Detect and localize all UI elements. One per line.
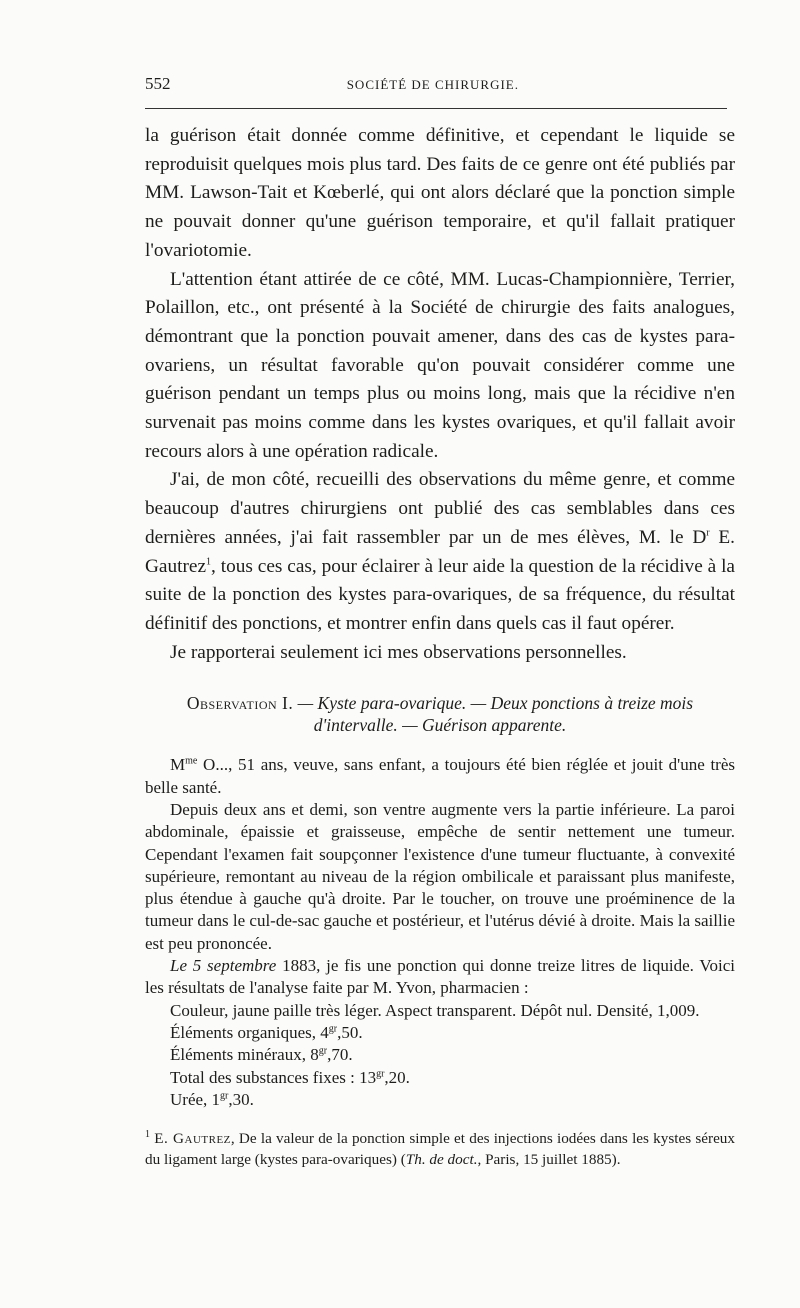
gautrez-name: E. Gautrez bbox=[145, 526, 735, 577]
paragraph-2: L'attention étant attirée de ce côté, MM. Lucas-Championnière, Terrier, Polaillon, etc., ont présenté à la Société de chirurgie des faits analogues, démontrant que la ponction pouvait amener, dans des cas de kystes para-ovariens, un résultat favorable qu'on pouvait considérer comme une guérison pendant un temps plus ou moins long, mais que la récidive n'en survenait pas moins comme dans les kystes ovariques, et qu'il fallait avoir recours alors à une opération radicale. bbox=[145, 268, 735, 462]
paragraph-3 bbox=[145, 466, 735, 638]
paragraph-3-start: J'ai, de mon côté, recueilli des observations du même genre, et comme beaucoup d'autres chirurgiens ont publié des cas semblables dans ces dernières années, j'ai fait rassembler par un de mes élèves, M. le D bbox=[145, 469, 735, 548]
case-puncture bbox=[145, 955, 735, 1000]
case-intro bbox=[145, 754, 735, 799]
liquid-appearance: Couleur, jaune paille très léger. Aspect transparent. Dépôt nul. Densité, 1,009. bbox=[170, 1000, 700, 1020]
analysis-item: Total des substances fixes : $13^{gr},20$. bbox=[170, 1067, 410, 1087]
observation-title: — Kyste para-ovarique. — Deux ponctions à treize mois d'intervalle. — Guérison apparente. bbox=[297, 693, 694, 736]
puncture-date: Le 5 septembre bbox=[170, 956, 277, 976]
observation-heading bbox=[145, 692, 735, 736]
footnote-ref: 1 bbox=[206, 556, 212, 568]
footnote bbox=[145, 1128, 735, 1170]
paragraph-3-end: , tous ces cas, pour éclairer à leur aide la question de la récidive à la suite de la ponction des kystes para-ovariques, de sa fréquence, du résultat définitif des ponctions, et montrer enfin dans quels cas il faut opérer. bbox=[145, 555, 735, 634]
case-intro-prefix: M bbox=[170, 755, 186, 775]
footnote-marker: 1 bbox=[145, 1128, 150, 1140]
footnote-text-before: , De la valeur de la ponction simple et des injections iodées dans les kystes séreux du ligament large (kystes para-ovariques) ( bbox=[145, 1130, 735, 1168]
puncture-text: 1883, je fis une ponction qui donne treize litres de liquide. Voici les résultats de l'analyse faite par M. Yvon, pharmacien : bbox=[145, 956, 735, 998]
running-title: SOCIÉTÉ DE CHIRURGIE. bbox=[346, 77, 519, 92]
analysis-item: Éléments organiques, $4^{gr},50$. bbox=[170, 1022, 363, 1042]
paragraph-4: Je rapporterai seulement ici mes observations personnelles. bbox=[170, 641, 627, 663]
page-header bbox=[145, 74, 727, 94]
header-rule bbox=[145, 108, 727, 109]
doctor-abbrev-sup: r bbox=[706, 527, 710, 539]
page-body bbox=[145, 122, 735, 1111]
case-intro-text: O..., 51 ans, veuve, sans enfant, a toujours été bien réglée et jouit d'une très belle santé. bbox=[145, 755, 735, 797]
observation-label: Observation I. bbox=[186, 693, 294, 714]
footnote-source: Th. de doct. bbox=[405, 1151, 478, 1168]
footnote-text-after: , Paris, 15 juillet 1885). bbox=[477, 1151, 621, 1168]
analysis-list bbox=[145, 1022, 735, 1111]
analysis-item: Urée, $1^{gr},30$. bbox=[170, 1089, 254, 1109]
paragraph-1: la guérison était donnée comme définitive, et cependant le liquide se reproduisit quelques mois plus tard. Des faits de ce genre ont été publiés par MM. Lawson-Tait et Kœberlé, qui ont alors déclaré que la ponction simple ne pouvait donner qu'une guérison temporaire, et qu'il fallait pratiquer l'ovariotomie. bbox=[145, 125, 735, 261]
page-number: 552 bbox=[145, 74, 171, 93]
case-history: Depuis deux ans et demi, son ventre augmente vers la partie inférieure. La paroi abdominale, épaissie et graisseuse, empêche de sentir nettement une tumeur. Cependant l'examen fait soupçonner l'existence d'une tumeur fluctuante, à convexité supérieure, remontant au niveau de la région ombilicale et paraissant plus manifeste, plus étendue à gauche qu'à droite. Par le toucher, on trouve une proéminence de la tumeur dans le cul-de-sac gauche et postérieur, et l'utérus dévié à droite. Mais la saillie est peu prononcée. bbox=[145, 799, 735, 953]
footnote-author: E. Gautrez bbox=[154, 1130, 231, 1147]
madame-sup: me bbox=[185, 755, 198, 767]
analysis-item: Éléments minéraux, $8^{gr},70$. bbox=[170, 1045, 353, 1065]
